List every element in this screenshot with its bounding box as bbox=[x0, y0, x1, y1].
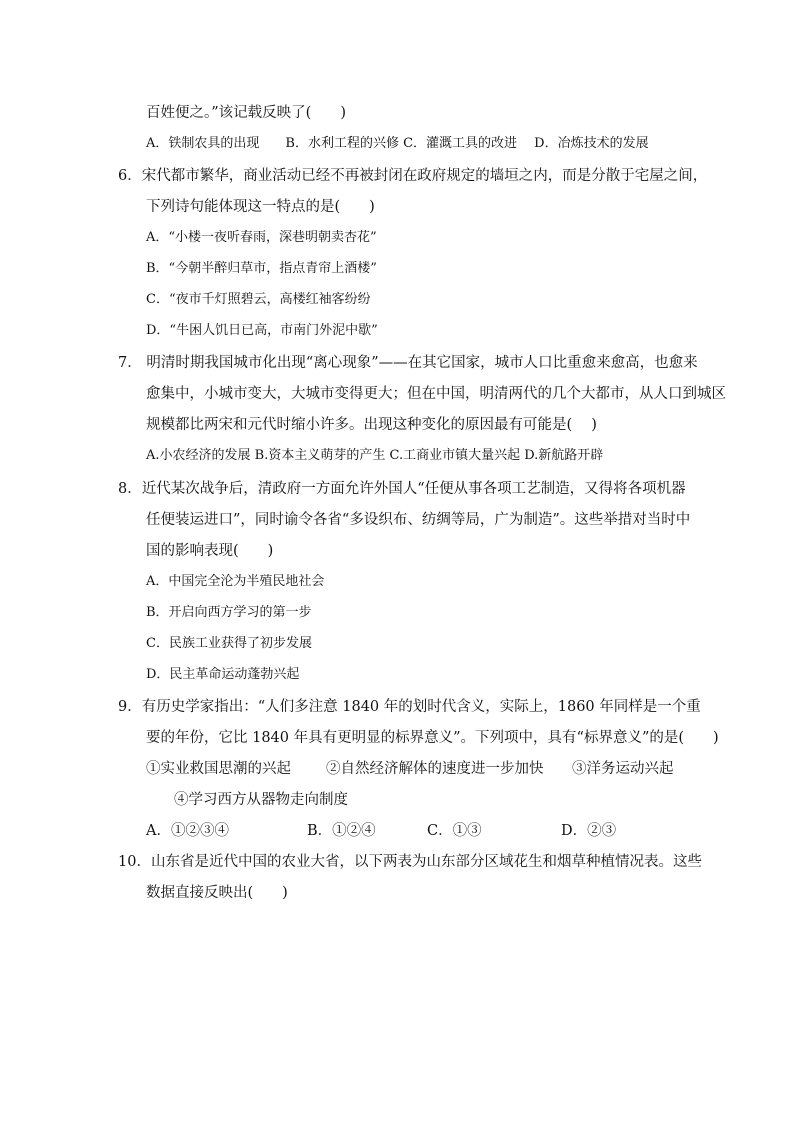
q9-option-b: B．①②④ bbox=[307, 823, 376, 839]
q9-item-4: ④学习西方从器物走向制度 bbox=[174, 792, 348, 808]
q8-option-b: B．开启向西方学习的第一步 bbox=[146, 605, 312, 620]
q6-option-b: B．“今朝半醉归草市，指点青帘上酒楼” bbox=[146, 261, 377, 276]
q5-stem-continued: 百姓便之。”该记载反映了( ) bbox=[146, 105, 346, 121]
q8-stem-line-3: 国的影响表现( ) bbox=[146, 543, 274, 559]
q5-options: A．铁制农具的出现 B．水利工程的兴修 C．灌溉工具的改进 D．冶炼技术的发展 bbox=[146, 136, 649, 151]
q8-option-c: C．民族工业获得了初步发展 bbox=[146, 636, 312, 651]
q7-options: A.小农经济的发展 B.资本主义萌芽的产生 C.工商业市镇大量兴起 D.新航路开辟 bbox=[146, 448, 604, 463]
q9-option-d: D．②③ bbox=[561, 823, 617, 839]
q9-stem-line-1: 9．有历史学家指出：“人们多注意 1840 年的划时代含义，实际上，1860 年同样是一个重 bbox=[118, 699, 701, 715]
q8-stem-line-2: 任便装运进口”，同时谕令各省“多设织布、纺绸等局，广为制造”。这些举措对当时中 bbox=[146, 512, 691, 528]
q9-item-1: ①实业救国思潮的兴起 bbox=[146, 761, 291, 777]
q8-stem-line-1: 8．近代某次战争后，清政府一方面允许外国人“任便从事各项工艺制造，又得将各项机器 bbox=[118, 481, 686, 497]
q6-stem-line-1: 6．宋代都市繁华，商业活动已经不再被封闭在政府规定的墙垣之内，而是分散于宅屋之间， bbox=[118, 168, 708, 184]
q8-option-a: A．中国完全沦为半殖民地社会 bbox=[146, 574, 325, 589]
q6-option-d: D．“牛困人饥日已高，市南门外泥中歇” bbox=[146, 323, 378, 338]
q6-option-a: A．“小楼一夜听春雨，深巷明朝卖杏花” bbox=[146, 230, 377, 245]
q9-option-a: A．①②③④ bbox=[146, 823, 229, 839]
q9-item-2: ②自然经济解体的速度进一步加快 bbox=[326, 761, 544, 777]
q7-stem-line-1: 7． 明清时期我国城市化出现“离心现象”——在其它国家，城市人口比重愈来愈高，也愈来 bbox=[118, 355, 698, 371]
q6-option-c: C．“夜市千灯照碧云，高楼红袖客纷纷 bbox=[146, 292, 371, 307]
q9-item-3: ③洋务运动兴起 bbox=[572, 761, 674, 777]
q9-option-c: C．①③ bbox=[427, 823, 482, 839]
q6-stem-line-2: 下列诗句能体现这一特点的是( ) bbox=[146, 199, 375, 215]
q7-stem-line-2: 愈集中，小城市变大，大城市变得更大；但在中国，明清两代的几个大都市，从人口到城区 bbox=[146, 386, 726, 402]
q7-stem-line-3: 规模都比两宋和元代时缩小许多。出现这种变化的原因最有可能是( ) bbox=[146, 417, 597, 433]
q10-stem-line-1: 10．山东省是近代中国的农业大省，以下两表为山东部分区域花生和烟草种植情况表。这些 bbox=[118, 854, 702, 870]
q8-option-d: D．民主革命运动蓬勃兴起 bbox=[146, 667, 300, 682]
q10-stem-line-2: 数据直接反映出( ) bbox=[146, 885, 288, 901]
q9-stem-line-2: 要的年份，它比 1840 年具有更明显的标界意义”。下列项中，具有“标界意义”的是( ) bbox=[146, 730, 719, 746]
